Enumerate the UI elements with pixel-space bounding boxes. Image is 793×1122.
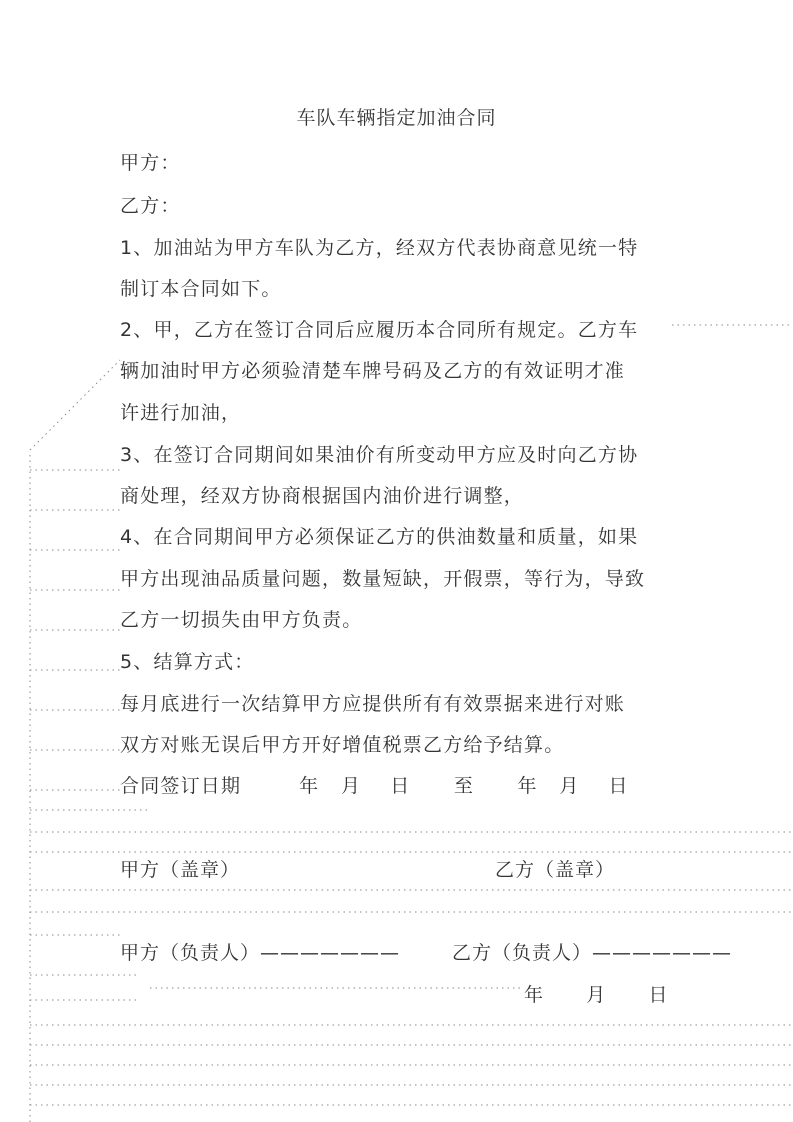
signature-date: 年 月 日 bbox=[524, 984, 669, 1006]
clause-5-line-1: 每月底进行一次结算甲方应提供所有有效票据来进行对账 bbox=[120, 693, 626, 715]
clause-5-line-2: 双方对账无误后甲方开好增值税票乙方给予结算。 bbox=[120, 734, 565, 756]
clause-5-heading: 5、结算方式： bbox=[120, 651, 255, 673]
clause-3-line-1: 3、在签订合同期间如果油价有所变动甲方应及时向乙方协 bbox=[120, 444, 639, 466]
clause-2-line-1: 2、甲，乙方在签订合同后应履历本合同所有规定。乙方车 bbox=[120, 319, 639, 341]
clause-3-line-2: 商处理，经双方协商根据国内油价进行调整， bbox=[120, 485, 525, 507]
clause-2-line-3: 许进行加油， bbox=[120, 402, 242, 424]
clause-4-line-1: 4、在合同期间甲方必须保证乙方的供油数量和质量，如果 bbox=[120, 526, 639, 548]
clause-1-line-2: 制订本合同如下。 bbox=[120, 278, 282, 300]
party-a-representative: 甲方（负责人）——————— bbox=[120, 942, 401, 964]
contract-title: 车队车辆指定加油合同 bbox=[296, 107, 497, 129]
party-b-representative: 乙方（负责人）——————— bbox=[452, 942, 733, 964]
party-a-seal: 甲方（盖章） bbox=[120, 859, 241, 881]
party-b-label: 乙方： bbox=[120, 195, 181, 217]
clause-4-line-2: 甲方出现油品质量问题，数量短缺，开假票，等行为，导致 bbox=[120, 568, 646, 590]
party-b-seal: 乙方（盖章） bbox=[495, 859, 616, 881]
clause-2-line-2: 辆加油时甲方必须验清楚车牌号码及乙方的有效证明才准 bbox=[120, 360, 626, 382]
contract-date-line: 合同签订日期 年 月 日 至 年 月 日 bbox=[120, 775, 629, 797]
party-a-label: 甲方： bbox=[120, 152, 181, 174]
clause-4-line-3: 乙方一切损失由甲方负责。 bbox=[120, 609, 363, 631]
clause-1-line-1: 1、加油站为甲方车队为乙方，经双方代表协商意见统一特 bbox=[120, 237, 639, 259]
